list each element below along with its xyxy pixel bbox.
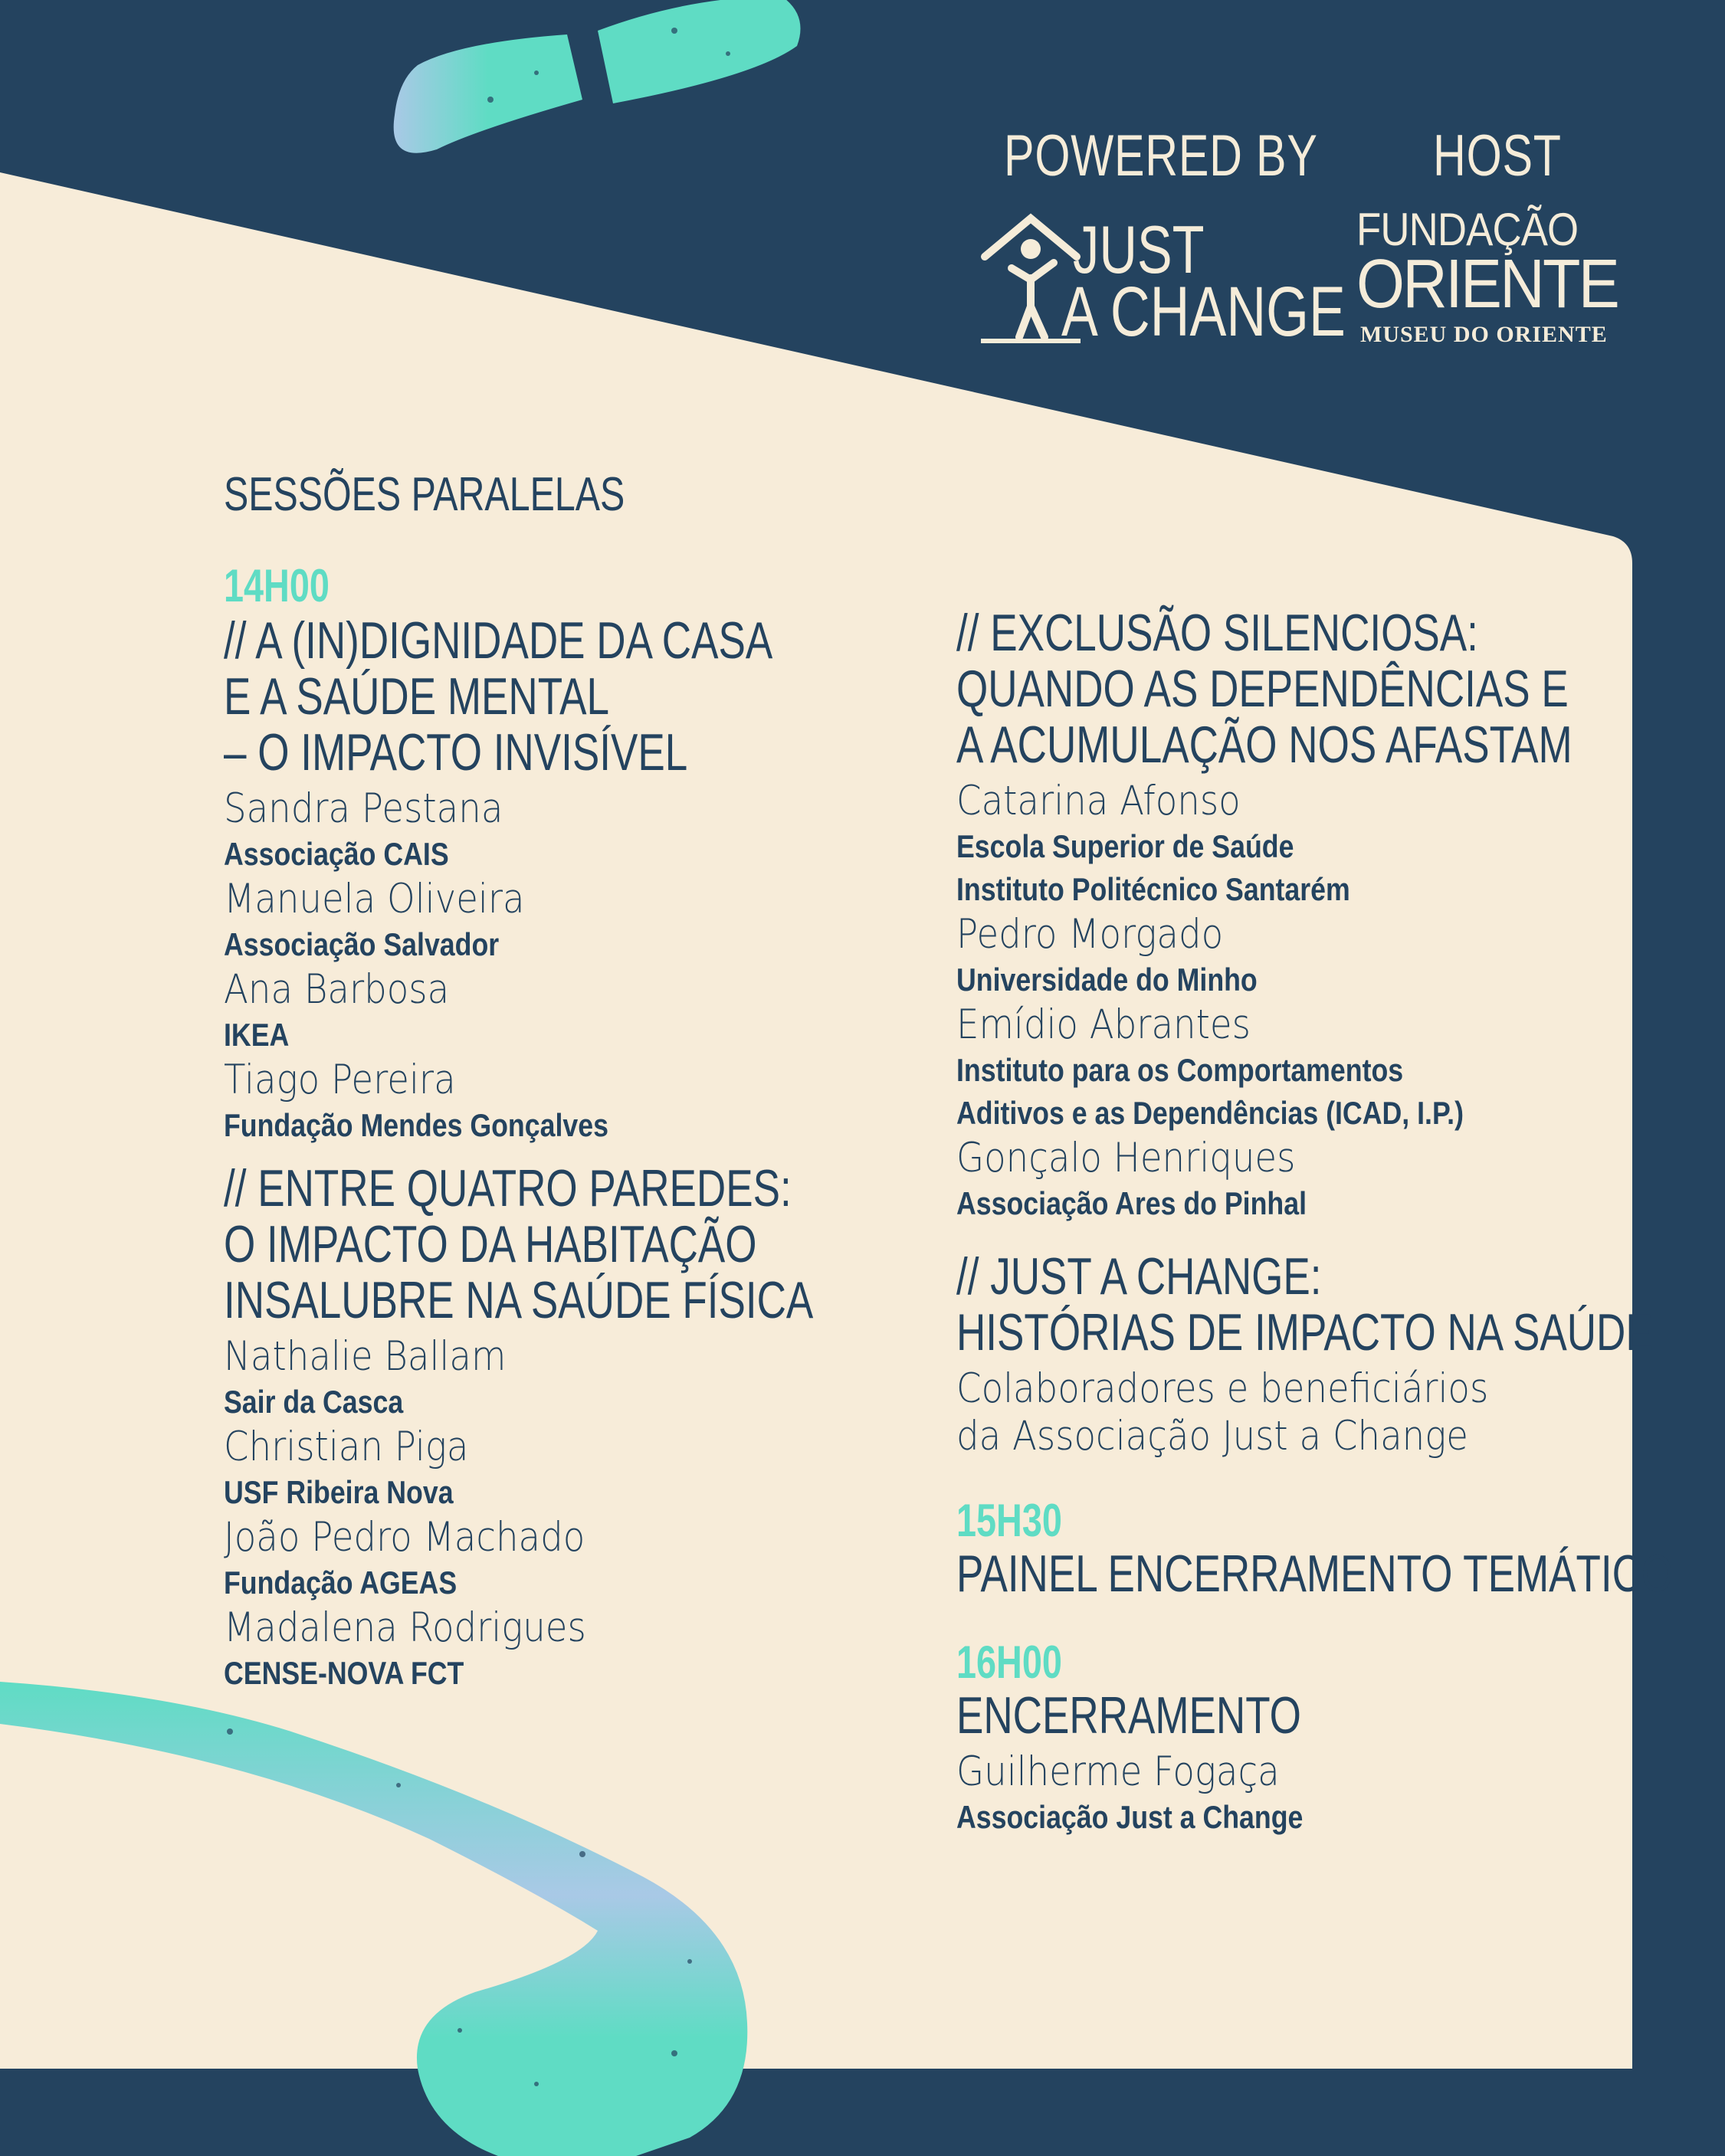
speaker-org: IKEA (224, 1017, 290, 1053)
speaker-name: Madalena Rodrigues (224, 1604, 586, 1651)
right-session-2 (956, 1249, 1725, 1460)
speaker-name: João Pedro Machado (224, 1514, 585, 1561)
powered-by-label: POWERED BY (1004, 123, 1318, 188)
speaker-name: Christian Piga (224, 1424, 469, 1470)
session-title-line: – O IMPACTO INVISÍVEL (224, 723, 688, 781)
speaker-org: CENSE-NOVA FCT (224, 1655, 464, 1691)
speaker-org: Fundação Mendes Gonçalves (224, 1107, 608, 1143)
speaker-org: Associação Salvador (224, 926, 500, 962)
session-title-line: // A (IN)DIGNIDADE DA CASA (224, 611, 773, 670)
logo-just-line: JUST (1073, 211, 1205, 287)
session-title-line: A ACUMULAÇÃO NOS AFASTAM (956, 716, 1573, 774)
speaker-org: Associação Just a Change (956, 1799, 1304, 1835)
speaker-name: Guilherme Fogaça (956, 1748, 1280, 1795)
closing-panel-title: PAINEL ENCERRAMENTO TEMÁTICO (956, 1545, 1674, 1603)
just-a-change-logo (977, 211, 1346, 351)
session-title-line: // ENTRE QUATRO PAREDES: (224, 1159, 792, 1217)
logo-fundacao-line: FUNDAÇÃO (1356, 204, 1579, 255)
top-pill-decoration (394, 0, 801, 153)
fundacao-oriente-logo (1356, 203, 1618, 356)
right-session-1 (956, 605, 1725, 1225)
speaker-org: Fundação AGEAS (224, 1565, 457, 1601)
speaker-org: Instituto Politécnico Santarém (956, 871, 1350, 907)
speaker-name: Tiago Pereira (224, 1057, 456, 1103)
time-14h00: 14H00 (224, 560, 330, 611)
logo-museu-line: MUSEU DO ORIENTE (1360, 322, 1608, 347)
session-description-line: Colaboradores e beneficiários (956, 1365, 1489, 1412)
time-15h30: 15H30 (956, 1495, 1062, 1546)
speaker-org: USF Ribeira Nova (224, 1474, 454, 1510)
session-title-line: QUANDO AS DEPENDÊNCIAS E (956, 660, 1569, 718)
session-description-line: da Associação Just a Change (956, 1413, 1468, 1460)
logo-a-change-line: A CHANGE (1061, 273, 1346, 351)
speaker-org: Sair da Casca (224, 1384, 404, 1420)
speaker-org: Associação Ares do Pinhal (956, 1185, 1307, 1221)
speaker-org: Associação CAIS (224, 836, 449, 872)
speaker-name: Manuela Oliveira (224, 876, 525, 922)
speaker-name: Catarina Afonso (956, 778, 1241, 824)
session-title-line: HISTÓRIAS DE IMPACTO NA SAÚDE (956, 1303, 1653, 1361)
logo-oriente-line: ORIENTE (1356, 246, 1618, 323)
session-title-line: O IMPACTO DA HABITAÇÃO (224, 1215, 757, 1273)
speaker-name: Nathalie Ballam (224, 1333, 507, 1380)
section-title: SESSÕES PARALELAS (224, 468, 625, 521)
closing-session (956, 1688, 1399, 1839)
closing-title: ENCERRAMENTO (956, 1686, 1301, 1745)
session-title-line: // JUST A CHANGE: (956, 1247, 1322, 1306)
session-title-line: E A SAÚDE MENTAL (224, 667, 610, 726)
speaker-org: Escola Superior de Saúde (956, 828, 1294, 864)
session-title-line: INSALUBRE NA SAÚDE FÍSICA (224, 1271, 814, 1329)
left-session-1 (224, 613, 927, 1147)
speaker-name: Sandra Pestana (224, 785, 503, 832)
speaker-name: Ana Barbosa (224, 966, 450, 1013)
speaker-name: Emídio Abrantes (956, 1001, 1251, 1048)
speaker-org: Universidade do Minho (956, 962, 1258, 998)
host-label: HOST (1433, 123, 1562, 188)
speaker-name: Pedro Morgado (956, 911, 1224, 958)
speaker-name: Gonçalo Henriques (956, 1135, 1296, 1181)
session-title-line: // EXCLUSÃO SILENCIOSA: (956, 604, 1478, 662)
left-session-2 (224, 1161, 979, 1695)
speaker-org: Instituto para os Comportamentos (956, 1052, 1404, 1088)
time-16h00: 16H00 (956, 1637, 1062, 1688)
speaker-org: Aditivos e as Dependências (ICAD, I.P.) (956, 1095, 1464, 1131)
